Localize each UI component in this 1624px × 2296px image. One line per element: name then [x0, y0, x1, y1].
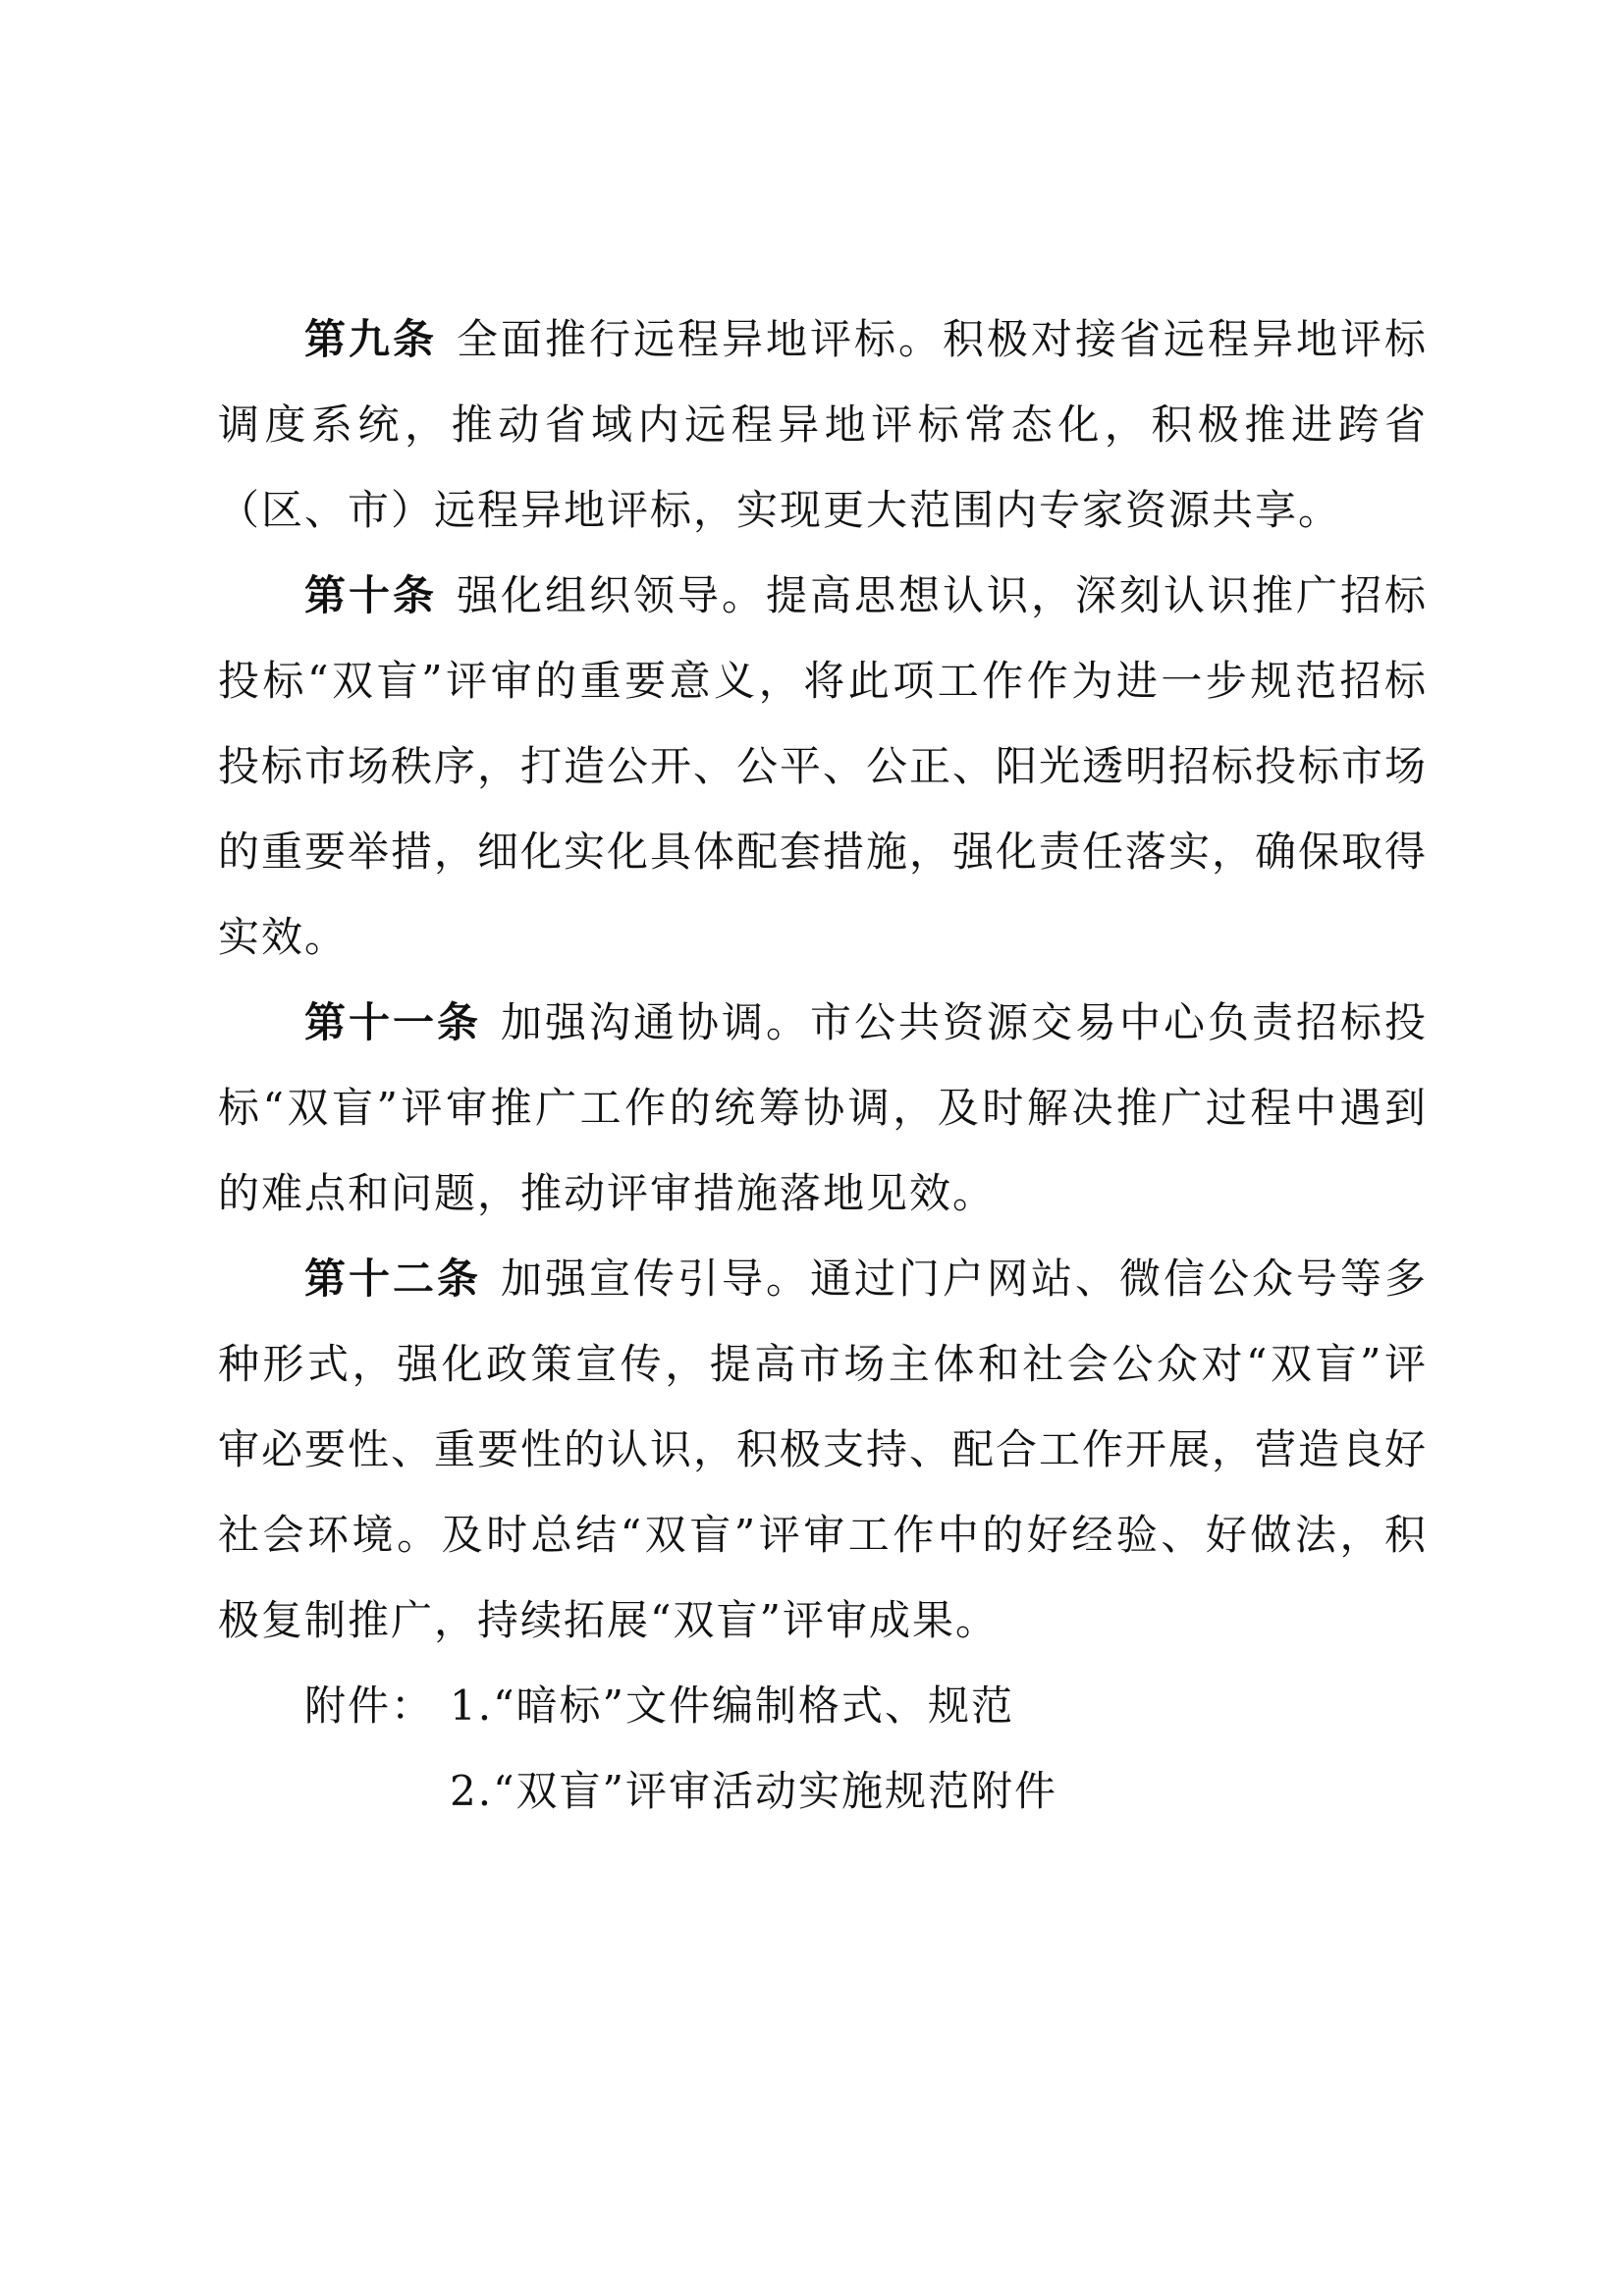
article-number: 第十一条 — [304, 998, 481, 1046]
article-11 — [218, 980, 1428, 1236]
article-text: 强化组织领导。提高思想认识，深刻认识推广招标投标“双盲”评审的重要意义，将此项工作作为进一步规范招标投标市场秩序，打造公开、公平、公正、阳光透明招标投标市场的重要举措，细化实化具体配套措施，强化责任落实，确保取得实效。 — [218, 571, 1429, 961]
attachment-title: 1.“暗标”文件编制格式、规范 — [450, 1682, 1015, 1730]
article-number: 第十条 — [304, 571, 437, 619]
article-text: 加强沟通协调。市公共资源交易中心负责招标投标“双盲”评审推广工作的统筹协调，及时解决推广过程中遇到的难点和问题，推动评审措施落地见效。 — [218, 998, 1428, 1217]
article-12 — [218, 1236, 1428, 1663]
document-body — [218, 296, 1428, 1834]
article-text: 全面推行远程异地评标。积极对接省远程异地评标调度系统，推动省域内远程异地评标常态化，积极推进跨省（区、市）远程异地评标，实现更大范围内专家资源共享。 — [218, 315, 1428, 534]
attachments-section — [218, 1663, 1428, 1834]
article-text: 加强宣传引导。通过门户网站、微信公众号等多种形式，强化政策宣传，提高市场主体和社会公众对“双盲”评审必要性、重要性的认识，积极支持、配合工作开展，营造良好社会环境。及时总结“双盲”评审工作中的好经验、好做法，积极复制推广，持续拓展“双盲”评审成果。 — [218, 1255, 1429, 1644]
article-number: 第十二条 — [304, 1255, 481, 1303]
article-number: 第九条 — [304, 315, 437, 363]
attachments-label: 附件： — [304, 1682, 435, 1730]
article-9 — [218, 296, 1428, 553]
attachment-item — [218, 1748, 1428, 1834]
attachment-title: 2.“双盲”评审活动实施规范附件 — [450, 1767, 1058, 1815]
article-10 — [218, 553, 1428, 980]
attachment-item — [218, 1663, 1428, 1748]
